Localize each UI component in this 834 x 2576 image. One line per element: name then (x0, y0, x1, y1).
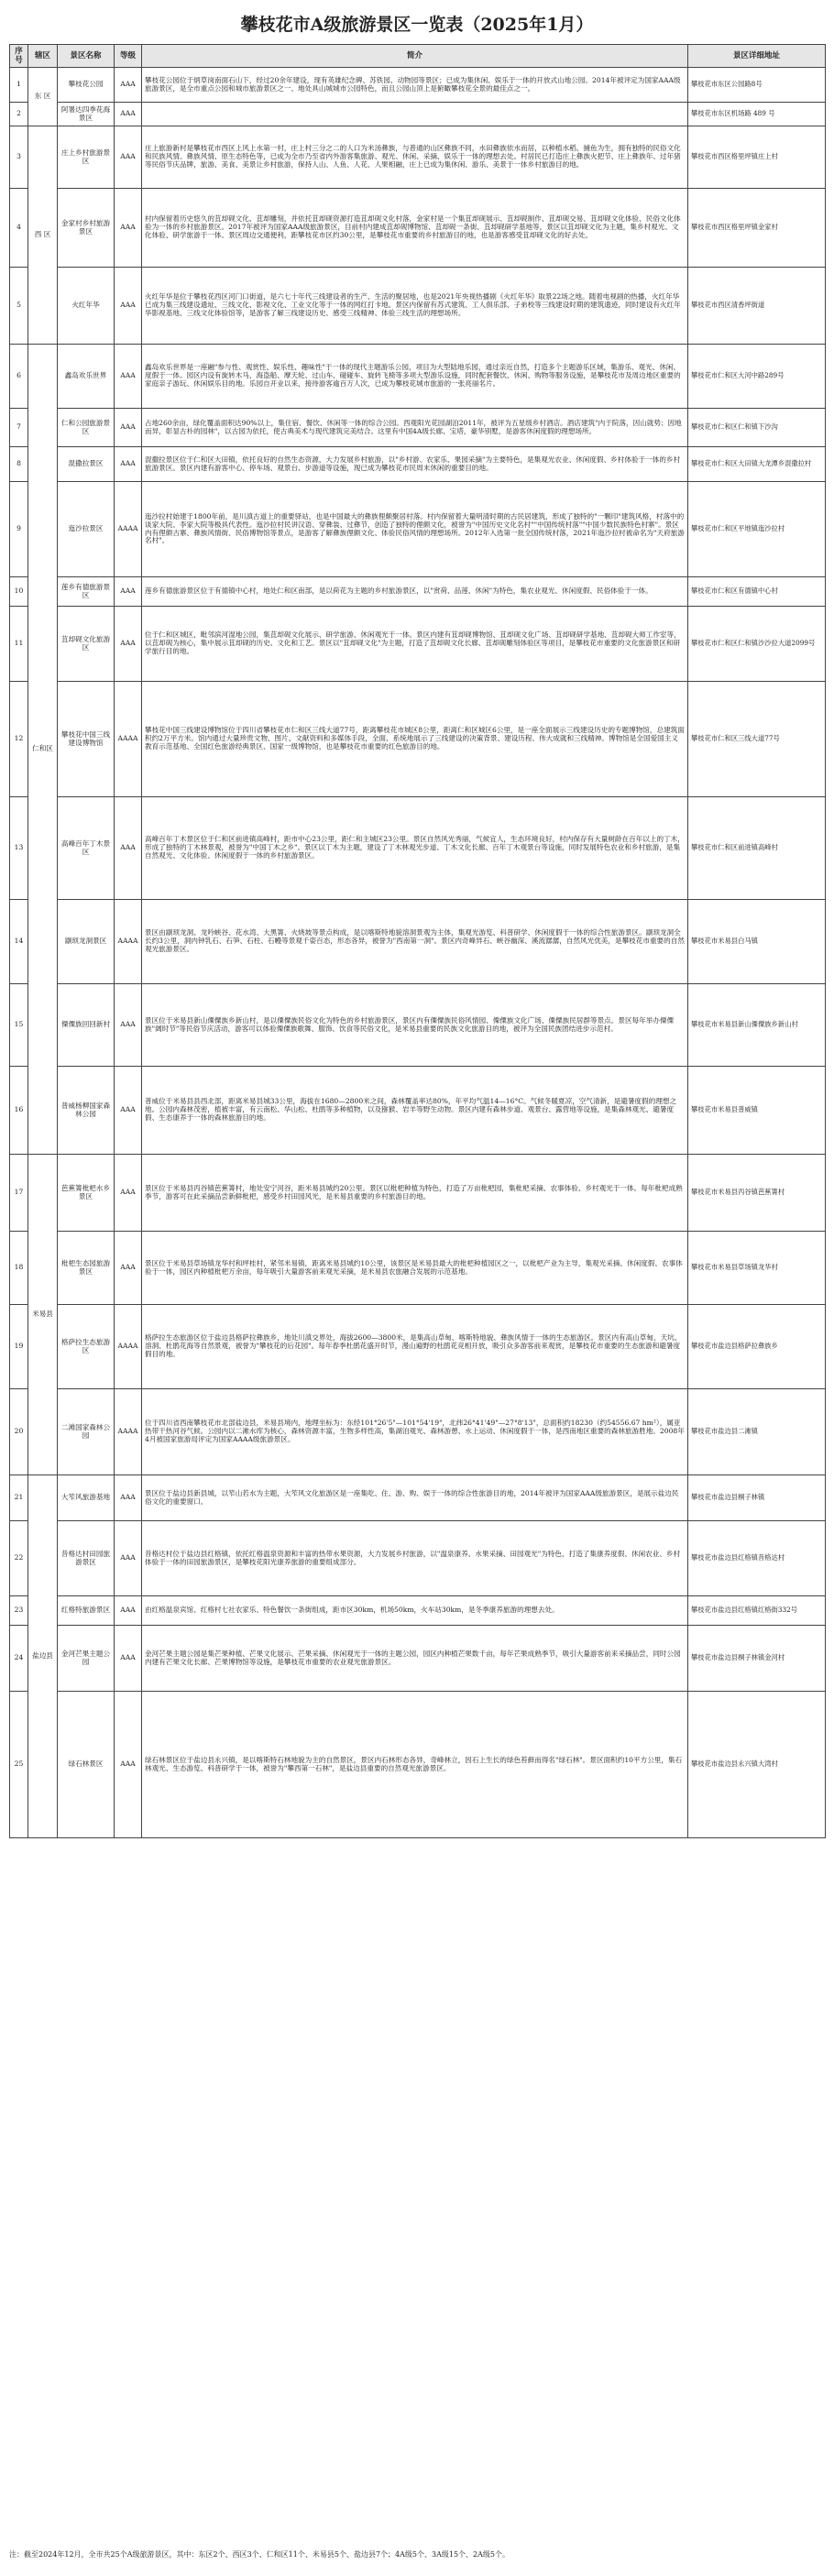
table-row (10, 900, 826, 984)
address: 攀枝花市仁和区大田镇大龙潭乡混撒拉村 (688, 447, 826, 482)
address: 攀枝花市仁和区前进镇高峰村 (688, 797, 826, 900)
level-badge: AAA (115, 1067, 142, 1155)
scenic-name: 攀枝花中国三线建设博物馆 (58, 682, 115, 797)
district-cell: 米易县 (28, 1155, 58, 1475)
scenic-name: 莲乡有德旅游景区 (58, 577, 115, 607)
description (142, 103, 688, 126)
scenic-name: 芭蕉箐枇杷水乡景区 (58, 1155, 115, 1232)
table-row (10, 607, 826, 682)
table-row (10, 68, 826, 103)
level-badge: AAA (115, 984, 142, 1067)
row-number: 15 (10, 984, 28, 1067)
table-row (10, 409, 826, 447)
description: 占地260余亩，绿化覆盖面积达90%以上，集住宿、餐饮、休闲等一体的综合公园。西观阳光花园湖泊2011年，被评为五星级乡村酒店。酒店建筑"内于院落，因山就势；因地而异，彰显古朴的园林"，以古园为依托，使古典美术与现代建筑完美结合。这里有中国4A级长廊、宝塔，豪华别墅，是游客休闲度假的理想场所。 (142, 409, 688, 447)
row-number: 13 (10, 797, 28, 900)
table-row (10, 103, 826, 126)
district-cell: 仁和区 (28, 345, 58, 1155)
address: 攀枝花市米易县丙谷镇芭蕉箐村 (688, 1155, 826, 1232)
header-name: 景区名称 (58, 45, 115, 68)
scenic-name: 绿石林景区 (58, 1692, 115, 1838)
description: 位于四川省西南攀枝花市北部盐边县，米易县境内，地理坐标为：东经101°26'5"—101°54'19"，北纬26°41'49"—27°8'13"，总面积约18230（约54556.67 hm²），属亚热带干热河谷气候。公园内以二滩水库为核心，森林资源丰富，生物多样性高，集湖泊观光、森林游憩、水上运动、休闲度假于一体，是西南地区重要的森林旅游胜地。2008年4月被国家旅游局评定为国家AAAA级旅游景区。 (142, 1389, 688, 1475)
scenic-name: 迤沙拉景区 (58, 482, 115, 577)
row-number: 16 (10, 1067, 28, 1155)
table-row (10, 1155, 826, 1232)
level-badge: AAA (115, 1155, 142, 1232)
scenic-name: 鑫岛欢乐世界 (58, 345, 115, 409)
description: 攀枝花公园位于炳草岗南面石山下，经过20余年建设，现有英雄纪念碑、苏铁园、动物园等景区；已成为集休闲、娱乐于一体的开放式山地公园。2014年被评定为国家AAA级旅游景区，是全市重点公园和城市旅游景区之一、地处具山城城市公园特色，而且公园山顶上是俯瞰攀枝花全景的最佳点之一。 (142, 68, 688, 103)
description: 景区由颛顼龙洞、龙吟峡谷、花水湾、大黑箐、火烧坡等景点构成，是以喀斯特地貌溶洞景观为主体，集观光游览、科普研学、休闲度假于一体的综合性旅游景区。颛顼龙洞全长约3公里，洞内钟乳石、石笋、石柱、石幔等景观千姿百态，形态各异，被誉为"西南第一洞"。景区内奇峰异石、峡谷幽深、溪流潺潺，自然风光优美，是攀枝花市重要的自然观光旅游景区。 (142, 900, 688, 984)
table-row (10, 1389, 826, 1475)
description: 绿石林景区位于盐边县永兴镇，是以喀斯特石林地貌为主的自然景区，景区内石林形态各异，奇峰林立，因石上生长的绿色苔藓而得名"绿石林"。景区面积约10平方公里，集石林观光、生态游览、科普研学于一体，被誉为"攀西第一石林"，是盐边县重要的自然观光旅游景区。 (142, 1692, 688, 1838)
description: 格萨拉生态旅游区位于盐边县格萨拉彝族乡，地处川滇交界处，海拔2600—3800米，是集高山草甸、喀斯特地貌、彝族风情于一体的生态旅游区。景区内有高山草甸、天坑、溶洞、杜鹃花海等自然景观，被誉为"攀枝花的后花园"。每年春季杜鹃花盛开时节，漫山遍野的杜鹃花竞相开放，吸引众多游客前来观赏，是攀枝花市重要的生态旅游和避暑度假目的地。 (142, 1305, 688, 1389)
description: 景区位于米易县草场镇龙华村和坪桂村，紧邻米易镇，距离米易县城约10公里，该景区是米易县最大的枇杷种植园区之一，以枇杷产业为主导，集观光采摘、休闲度假、农事体验于一体，园区内种植枇杷万余亩，每年吸引大量游客前来观光采摘，是米易县农旅融合发展的示范基地。 (142, 1232, 688, 1305)
address: 攀枝花市西区格里坪镇庄上村 (688, 126, 826, 189)
scenic-name: 格萨拉生态旅游区 (58, 1305, 115, 1389)
level-badge: AAAA (115, 682, 142, 797)
scenic-name: 高峰百年丁木景区 (58, 797, 115, 900)
address: 攀枝花市盐边县格萨拉彝族乡 (688, 1305, 826, 1389)
scenic-name: 金家村乡村旅游景区 (58, 189, 115, 268)
scenic-name: 苴却砚文化旅游区 (58, 607, 115, 682)
description: 混撒拉景区位于仁和区大田镇，依托良好的自然生态资源，大力发展乡村旅游，以"乡村游、农家乐、果园采摘"为主要特色，是集观光农业、休闲度假、乡村体验于一体的乡村旅游景区。景区内建有游客中心、停车场、观景台、步游道等设施，现已成为攀枝花市民周末休闲的重要目的地。 (142, 447, 688, 482)
row-number: 2 (10, 103, 28, 126)
row-number: 9 (10, 482, 28, 577)
address: 攀枝花市仁和区三线大道77号 (688, 682, 826, 797)
table-row (10, 1475, 826, 1521)
table-row (10, 1692, 826, 1838)
description: 景区位于米易县新山傈僳族乡新山村，是以傈僳族民俗文化为特色的乡村旅游景区，景区内有傈僳族民俗风情园、傈僳族文化广场、傈僳族民居群等景点。景区每年举办傈僳族"阔时节"等民俗节庆活动，游客可以体验傈僳族歌舞、服饰、饮食等民俗文化，是米易县重要的民族文化旅游目的地，被评为全国民族团结进步示范村。 (142, 984, 688, 1067)
table-row (10, 1067, 826, 1155)
row-number: 14 (10, 900, 28, 984)
header-address: 景区详细地址 (688, 45, 826, 68)
scenic-name: 火红年华 (58, 268, 115, 345)
row-number: 25 (10, 1692, 28, 1838)
scenic-name: 颛顼龙洞景区 (58, 900, 115, 984)
level-badge: AAA (115, 68, 142, 103)
table-row (10, 1596, 826, 1626)
row-number: 5 (10, 268, 28, 345)
table-row (10, 345, 826, 409)
district-cell: 东 区 (28, 68, 58, 126)
row-number: 18 (10, 1232, 28, 1305)
description: 村内保留着历史悠久的苴却砚文化、苴却雕刻，并依托苴却砚资源打造苴却砚文化村落，金家村是一个集苴却砚展示、苴却砚制作、苴却砚交易、苴却砚文化体验、民俗文化体验为一体的乡村旅游景区。2017年被评为国家AAA级旅游景区，目前村内建成苴却砚博物馆、苴却砚一条街、苴却砚研学基地等，景区以苴却砚文化为主题，集乡村观光、文化体验、研学旅游于一体。景区周边交通便利，距攀枝花市区约30公里，是攀枝花市重要的乡村旅游目的地，也是游客感受苴却砚文化的好去处。 (142, 189, 688, 268)
row-number: 21 (10, 1475, 28, 1521)
scenic-name: 大笮风旅游基地 (58, 1475, 115, 1521)
row-number: 19 (10, 1305, 28, 1389)
scenic-name: 傈僳族回回新村 (58, 984, 115, 1067)
row-number: 1 (10, 68, 28, 103)
row-number: 20 (10, 1389, 28, 1475)
level-badge: AAA (115, 1692, 142, 1838)
level-badge: AAA (115, 447, 142, 482)
level-badge: AAA (115, 268, 142, 345)
scenic-name: 红格特旅游景区 (58, 1596, 115, 1626)
row-number: 12 (10, 682, 28, 797)
header-no: 序号 (10, 45, 28, 68)
level-badge: AAA (115, 1596, 142, 1626)
scenic-name: 二滩国家森林公园 (58, 1389, 115, 1475)
scenic-name: 混撒拉景区 (58, 447, 115, 482)
description: 迤沙拉村始建于1800年前，是川滇古道上的重要驿站，也是中国最大的彝族俚颇聚居村落。村内保留着大量明清时期的古民居建筑，形成了独特的"一颗印"建筑风格，村落中的谈家大院、李家大院等极具代表性。迤沙拉村民讲汉语、穿彝装、过彝节，创造了独特的俚颇文化，被誉为"中国历史文化名村""中国传统村落""中国少数民族特色村寨"。景区内有俚颇古寨、彝族风情街、民俗博物馆等景点，是游客了解彝族俚颇文化、体验民俗风情的理想场所。2012年入选第一批全国传统村落，2021年迤沙拉村被命名为"天府旅游名村"。 (142, 482, 688, 577)
row-number: 6 (10, 345, 28, 409)
row-number: 4 (10, 189, 28, 268)
address: 攀枝花市仁和区大河中路289号 (688, 345, 826, 409)
table-header-row (10, 45, 826, 68)
table-row (10, 797, 826, 900)
description: 火红年华是位于攀枝花西区河门口街道，是六七十年代三线建设者的生产、生活的聚居地，也是2021年央视热播剧《火红年华》取景22场之地。随着电视剧的热播，火红年华已成为集三线建设遗址、三线文化、影视文化、工业文化等于一体的网红打卡地。景区内保留有苏式建筑、工人俱乐部、子弟校等三线建设时期的建筑遗迹，同时建设有火红年华影视基地、三线文化体验馆等，是游客了解三线建设历史、感受三线精神、体验三线生活的理想场所。 (142, 268, 688, 345)
address: 攀枝花市西区格里坪镇金家村 (688, 189, 826, 268)
scenic-name: 金河芒果主题公园 (58, 1626, 115, 1692)
row-number: 7 (10, 409, 28, 447)
address: 攀枝花市仁和区平地镇迤沙拉村 (688, 482, 826, 577)
scenic-area-table (9, 44, 826, 1838)
address: 攀枝花市米易县新山傈僳族乡新山村 (688, 984, 826, 1067)
row-number: 23 (10, 1596, 28, 1626)
level-badge: AAA (115, 345, 142, 409)
level-badge: AAA (115, 126, 142, 189)
address: 攀枝花市东区机场路 489 号 (688, 103, 826, 126)
description: 普威位于米易县县西北部，距离米易县城33公里，海拔在1680—2800米之间，森林覆盖率达80%，年平均气温14—16°C。气候冬暖夏凉，空气清新，是避暑度假的理想之地。公园内森林茂密，植被丰富，有云南松、华山松、杜鹃等多种植物，以及猕猴、岩羊等野生动物。景区内建有森林步道、观景台、露营地等设施，是集森林观光、避暑度假、生态康养于一体的森林旅游目的地。 (142, 1067, 688, 1155)
table-row (10, 447, 826, 482)
description: 位于仁和区城区，毗邻滨河湿地公园，集苴却砚文化展示、研学旅游、休闲观光于一体。景区内建有苴却砚博物馆、苴却砚文化广场、苴却砚研学基地、苴却砚大师工作室等，以苴却砚为核心，集中展示苴却砚的历史、文化和工艺。景区以"苴却砚文化"为主题，打造了苴却砚文化长廊、苴却砚雕刻体验区等项目，是攀枝花市重要的文化旅游景区和研学旅行目的地。 (142, 607, 688, 682)
header-desc: 简介 (142, 45, 688, 68)
level-badge: AAAA (115, 900, 142, 984)
description: 由红格温泉宾馆、红格村七社农家乐、特色餐饮一条街组成，距市区30km，机场50km，火车站30km，是冬季康养旅游的理想去处。 (142, 1596, 688, 1626)
level-badge: AAA (115, 409, 142, 447)
level-badge: AAAA (115, 1305, 142, 1389)
row-number: 11 (10, 607, 28, 682)
level-badge: AAA (115, 1232, 142, 1305)
row-number: 17 (10, 1155, 28, 1232)
address: 攀枝花市盐边县永兴镇大湾村 (688, 1692, 826, 1838)
address: 攀枝花市米易县普威镇 (688, 1067, 826, 1155)
level-badge: AAA (115, 1475, 142, 1521)
scenic-name: 阿署达四季花海景区 (58, 103, 115, 126)
scenic-name: 庄上乡村旅游景区 (58, 126, 115, 189)
level-badge: AAA (115, 189, 142, 268)
district-cell: 西 区 (28, 126, 58, 345)
level-badge: AAAA (115, 482, 142, 577)
scenic-name: 仁和公园旅游景区 (58, 409, 115, 447)
level-badge: AAA (115, 1626, 142, 1692)
level-badge: AAA (115, 797, 142, 900)
table-row (10, 126, 826, 189)
address: 攀枝花市盐边县桐子林镇金河村 (688, 1626, 826, 1692)
description: 金河芒果主题公园是集芒果种植、芒果文化展示、芒果采摘、休闲观光于一体的主题公园，园区内种植芒果数千亩，每年芒果成熟季节，吸引大量游客前来采摘品尝，同时公园内建有芒果文化长廊、芒果博物馆等设施，是攀枝花市重要的农业观光旅游景区。 (142, 1626, 688, 1692)
footnote: 注：截至2024年12月，全市共25个A级旅游景区，其中：东区2个、西区3个、仁和区11个、米易县5个、盐边县7个；4A级5个、3A级15个、2A级5个。 (9, 2550, 510, 2559)
address: 攀枝花市仁和区仁和镇沙沙拉大道2099号 (688, 607, 826, 682)
page-title: 攀枝花市A级旅游景区一览表（2025年1月） (240, 15, 594, 35)
description: 昔格达村位于盐边县红格镇，依托红格温泉资源和丰富的热带水果资源，大力发展乡村旅游，以"温泉康养、水果采摘、田园观光"为特色，打造了集康养度假、休闲农业、乡村体验于一体的田园旅游景区，是攀枝花阳光康养旅游的重要组成部分。 (142, 1521, 688, 1596)
address: 攀枝花市米易县草场镇龙华村 (688, 1232, 826, 1305)
address: 攀枝花市盐边县二滩镇 (688, 1389, 826, 1475)
address: 攀枝花市仁和区有德镇中心村 (688, 577, 826, 607)
table-row (10, 984, 826, 1067)
address: 攀枝花市仁和区仁和镇下沙沟 (688, 409, 826, 447)
address: 攀枝花市米易县白马镇 (688, 900, 826, 984)
address: 攀枝花市盐边县红格镇昔格达村 (688, 1521, 826, 1596)
level-badge: AAA (115, 103, 142, 126)
row-number: 8 (10, 447, 28, 482)
address: 攀枝花市盐边县桐子林镇 (688, 1475, 826, 1521)
level-badge: AAA (115, 607, 142, 682)
description: 景区位于盐边县新县城，以笮山若水为主题，大笮风文化旅游区是一座集吃、住、游、购、娱于一体的综合性旅游目的地，2014年被评为国家AAA级旅游景区，是展示盐边民俗文化的重要窗口。 (142, 1475, 688, 1521)
description: 庄上旅游新村是攀枝花市西区上风上水第一村，庄上村三分之二的人口为米汤彝族，与普通的山区彝族不同，水田彝族依水而居，以种植水稻、捕鱼为生，拥有独特的民俗文化和民族风情。彝族风情、原生态特色等，已成为全市乃至省内外游客集旅游、观光、休闲、采摘、娱乐于一体的理想去处。村居民已打造庄上彝族火把节、庄上彝族年、过年猪等民俗节庆品牌，旅游、美食、美景让乡村旅游，保持人山、人鱼、人花、人果相融，庄上已成为集休闲、游乐、美景于一体乡村旅游目的地。 (142, 126, 688, 189)
header-level: 等级 (115, 45, 142, 68)
description: 莲乡有德旅游景区位于有德镇中心村，地处仁和区南部，是以荷花为主题的乡村旅游景区，以"赏荷、品莲、休闲"为特色，集农业观光、休闲度假、民俗体验于一体。 (142, 577, 688, 607)
table-row (10, 268, 826, 345)
table-row (10, 1305, 826, 1389)
description: 攀枝花中国三线建设博物馆位于四川省攀枝花市仁和区三线大道77号，距离攀枝花市城区8公里，距离仁和区城区6公里，是一座全面展示三线建设历史的专题博物馆，总建筑面积约2万平方米。馆内通过大量珍贵文物、图片、文献资料和多媒体手段，全面、系统地展示了三线建设的决策背景、建设历程、伟大成就和三线精神。博物馆是全国爱国主义教育示范基地、全国红色旅游经典景区、国家一级博物馆，也是攀枝花市重要的红色旅游目的地。 (142, 682, 688, 797)
level-badge: AAA (115, 577, 142, 607)
description: 高峰百年丁木景区位于仁和区前进镇高峰村，距市中心23公里，距仁和主城区23公里。景区自然风光秀丽，气候宜人，生态环境良好，村内保存有大量树龄在百年以上的丁木，形成了独特的丁木林景观，被誉为"中国丁木之乡"。景区以丁木为主题，建设了丁木林观光步道、丁木文化长廊、百年丁木观景台等设施，同时发展特色农业和乡村旅游，是集自然观光、文化体验、休闲度假于一体的乡村旅游景区。 (142, 797, 688, 900)
table-row (10, 1521, 826, 1596)
row-number: 24 (10, 1626, 28, 1692)
table-row (10, 682, 826, 797)
table-row (10, 482, 826, 577)
header-district: 辖区 (28, 45, 58, 68)
row-number: 10 (10, 577, 28, 607)
level-badge: AAA (115, 1521, 142, 1596)
scenic-name: 攀枝花公园 (58, 68, 115, 103)
table-row (10, 577, 826, 607)
table-row (10, 189, 826, 268)
scenic-name: 普威杨柳国家森林公园 (58, 1067, 115, 1155)
scenic-name: 昔格达村田园旅游景区 (58, 1521, 115, 1596)
description: 鑫岛欢乐世界是一座融"参与性、观赏性、娱乐性、趣味性"于一体的现代主题游乐公园，项目为大型陆地乐园，通过亲近自然，打造多个主题游乐区域，集游乐、观光、休闲、度假于一体。园区内设有旋转木马、海盗船、摩天轮、过山车、碰碰车、旋转飞椅等多项大型游乐设施，同时配套餐饮、休闲、购物等服务设施，是攀枝花市及周边地区重要的家庭亲子游玩、休闲娱乐目的地。乐园自开业以来，接待游客逾百万人次，已成为攀枝花城市旅游的一张亮丽名片。 (142, 345, 688, 409)
row-number: 22 (10, 1521, 28, 1596)
scenic-name: 枇杷生态园旅游景区 (58, 1232, 115, 1305)
table-row (10, 1626, 826, 1692)
address: 攀枝花市西区清香坪街道 (688, 268, 826, 345)
address: 攀枝花市东区公园路8号 (688, 68, 826, 103)
district-cell: 盐边县 (28, 1475, 58, 1838)
table-row (10, 1232, 826, 1305)
row-number: 3 (10, 126, 28, 189)
description: 景区位于米易县丙谷镇芭蕉箐村，地处安宁河谷，距米易县城约20公里。景区以枇杷种植为特色，打造了万亩枇杷园，集枇杷采摘、农事体验、乡村观光于一体。每年枇杷成熟季节，游客可在此采摘品尝新鲜枇杷，感受乡村田园风光，是米易县重要的乡村旅游目的地。 (142, 1155, 688, 1232)
address: 攀枝花市盐边县红格镇红格街332号 (688, 1596, 826, 1626)
level-badge: AAAA (115, 1389, 142, 1475)
